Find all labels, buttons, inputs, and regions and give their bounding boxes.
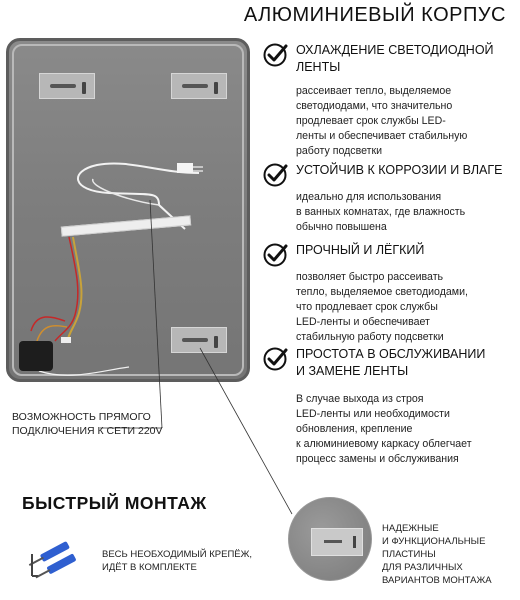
check-circle-icon	[262, 162, 288, 188]
feature-heading: ПРОЧНЫЙ И ЛЁГКИЙ	[296, 243, 425, 257]
feature-heading: ПРОСТОТА В ОБСЛУЖИВАНИИ И ЗАМЕНЕ ЛЕНТЫ	[296, 347, 486, 378]
feature-heading: УСТОЙЧИВ К КОРРОЗИИ И ВЛАГЕ	[296, 163, 503, 177]
check-circle-icon	[262, 346, 288, 372]
dowel-screws-icon	[26, 540, 86, 580]
feature-heading: ОХЛАЖДЕНИЕ СВЕТОДИОДНОЙ ЛЕНТЫ	[296, 43, 494, 74]
fasteners-included-note: ВЕСЬ НЕОБХОДИМЫЙ КРЕПЁЖ, ИДЁТ В КОМПЛЕКТЕ	[102, 549, 253, 573]
feature-description: рассеивает тепло, выделяемое светодиодами, что значительно продлевает срок службы LED- ленты и обеспечивает стабильную работу подсветки	[296, 85, 468, 157]
check-circle-icon	[262, 242, 288, 268]
direct-connection-note: ВОЗМОЖНОСТЬ ПРЯМОГО ПОДКЛЮЧЕНИЯ К СЕТИ 220V	[12, 411, 163, 437]
check-circle-icon	[262, 42, 288, 68]
feature-description: идеально для использования в ванных комнатах, где влажность обычно повышена	[296, 191, 466, 233]
page-title: АЛЮМИНИЕВЫЙ КОРПУС	[243, 4, 506, 26]
mounting-plates-note: НАДЕЖНЫЕ И ФУНКЦИОНАЛЬНЫЕ ПЛАСТИНЫ ДЛЯ РАЗЛИЧНЫХ ВАРИАНТОВ МОНТАЖА	[382, 523, 492, 586]
mounting-plate-closeup	[288, 497, 372, 581]
quick-install-title: БЫСТРЫЙ МОНТАЖ	[22, 493, 207, 513]
feature-description: позволяет быстро рассеивать тепло, выделяемое светодиодами, что продлевает срок службы LED-ленты и обеспечивает стабильную работу подсветки	[296, 271, 468, 343]
feature-description: В случае выхода из строя LED-ленты или необходимости обновления, крепление к алюминиевому каркасу облегчает процесс замены и обслуживания	[296, 393, 472, 465]
